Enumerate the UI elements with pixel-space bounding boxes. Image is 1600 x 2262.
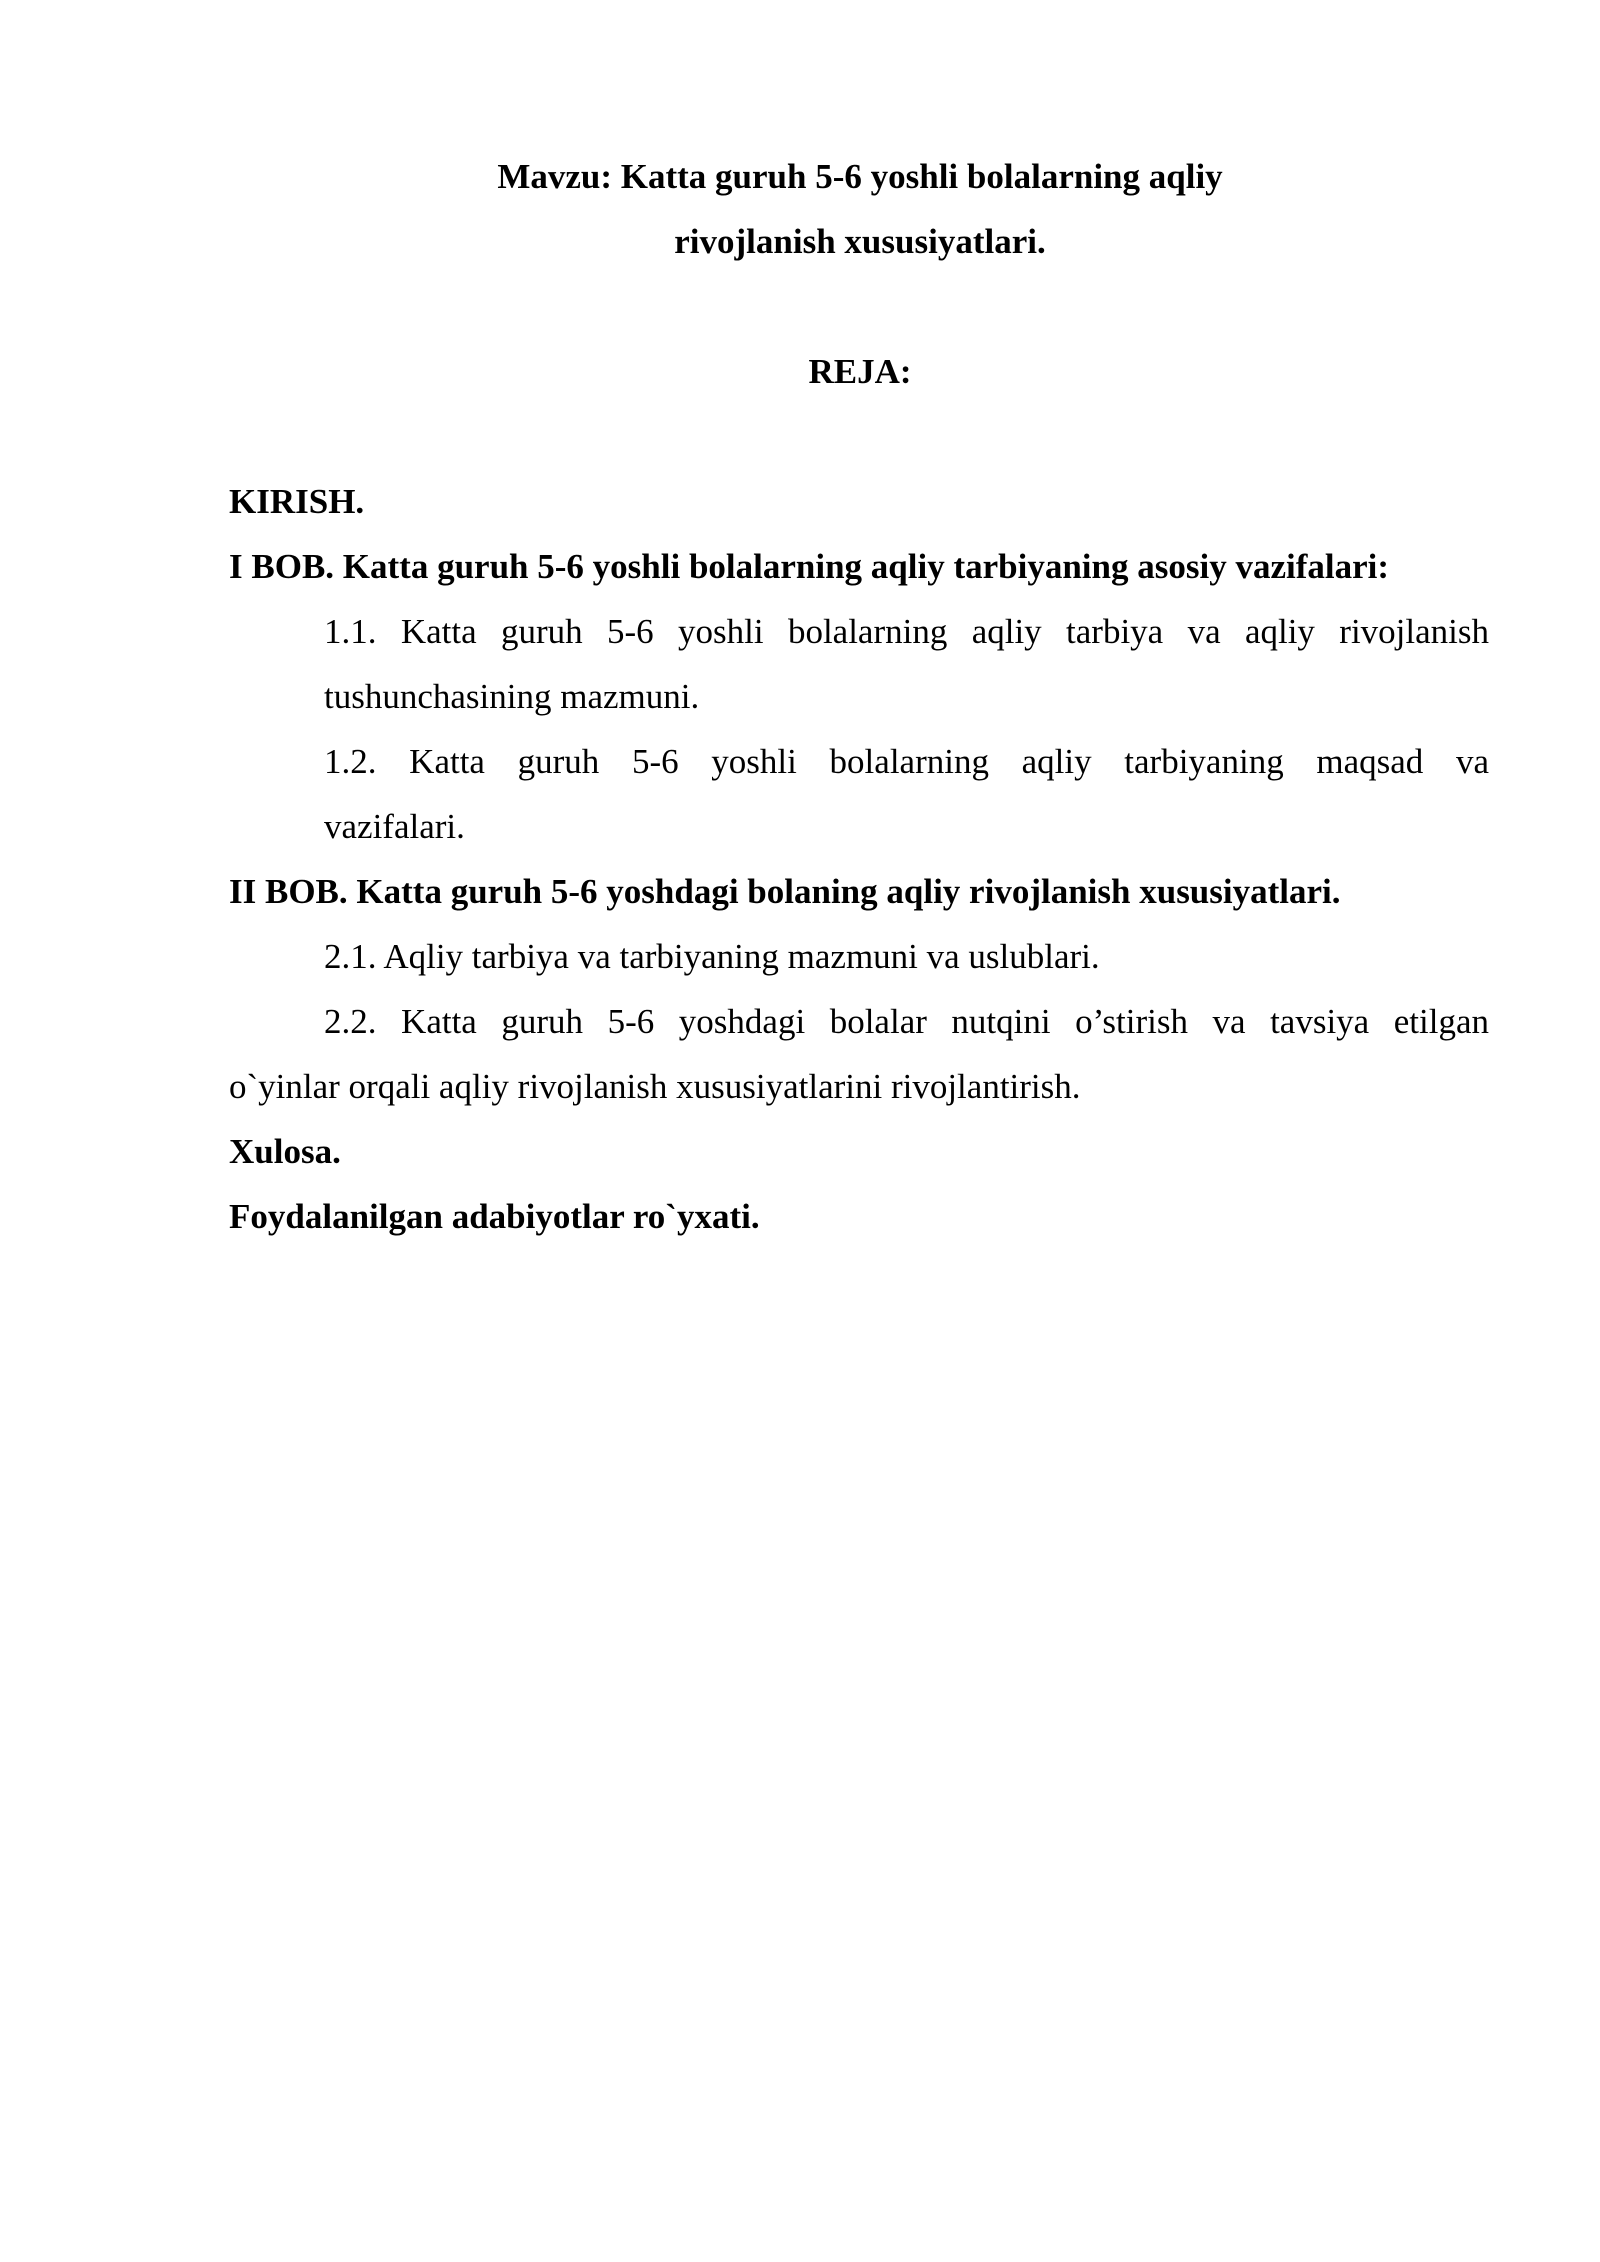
plan-heading: REJA:: [808, 352, 912, 391]
document-title-line-1: Mavzu: Katta guruh 5-6 yoshli bolalarning aqliy: [497, 157, 1223, 196]
section-1-1-line-2: tushunchasining mazmuni.: [324, 677, 700, 716]
document-title-line-2: rivojlanish xususiyatlari.: [674, 222, 1046, 261]
section-1-1: [229, 599, 1489, 729]
section-1-1-line-1: 1.1. Katta guruh 5-6 yoshli bolalarning aqliy tarbiya va aqliy rivojlanish: [324, 612, 1489, 651]
table-of-contents: [229, 469, 1489, 1249]
section-1-2-line-1: 1.2. Katta guruh 5-6 yoshli bolalarning aqliy tarbiyaning maqsad va: [324, 742, 1489, 781]
section-2-2-line-1: 2.2. Katta guruh 5-6 yoshdagi bolalar nutqini o’stirish va tavsiya etilgan: [324, 1002, 1489, 1041]
chapter-2-heading: II BOB. Katta guruh 5-6 yoshdagi bolaning aqliy rivojlanish xususiyatlari.: [229, 872, 1341, 911]
section-1-2-line-2: vazifalari.: [324, 807, 465, 846]
section-2-1: 2.1. Aqliy tarbiya va tarbiyaning mazmuni va uslublari.: [324, 937, 1100, 976]
conclusion-entry: Xulosa.: [229, 1132, 341, 1171]
intro-entry: KIRISH.: [229, 482, 365, 521]
references-entry: Foydalanilgan adabiyotlar ro`yxati.: [229, 1197, 760, 1236]
section-2-2: [229, 989, 1489, 1119]
section-1-2: [229, 729, 1489, 859]
section-2-2-line-2: o`yinlar orqali aqliy rivojlanish xususiyatlarini rivojlantirish.: [229, 1067, 1081, 1106]
chapter-1-heading: I BOB. Katta guruh 5-6 yoshli bolalarning aqliy tarbiyaning asosiy vazifalari:: [229, 547, 1390, 586]
